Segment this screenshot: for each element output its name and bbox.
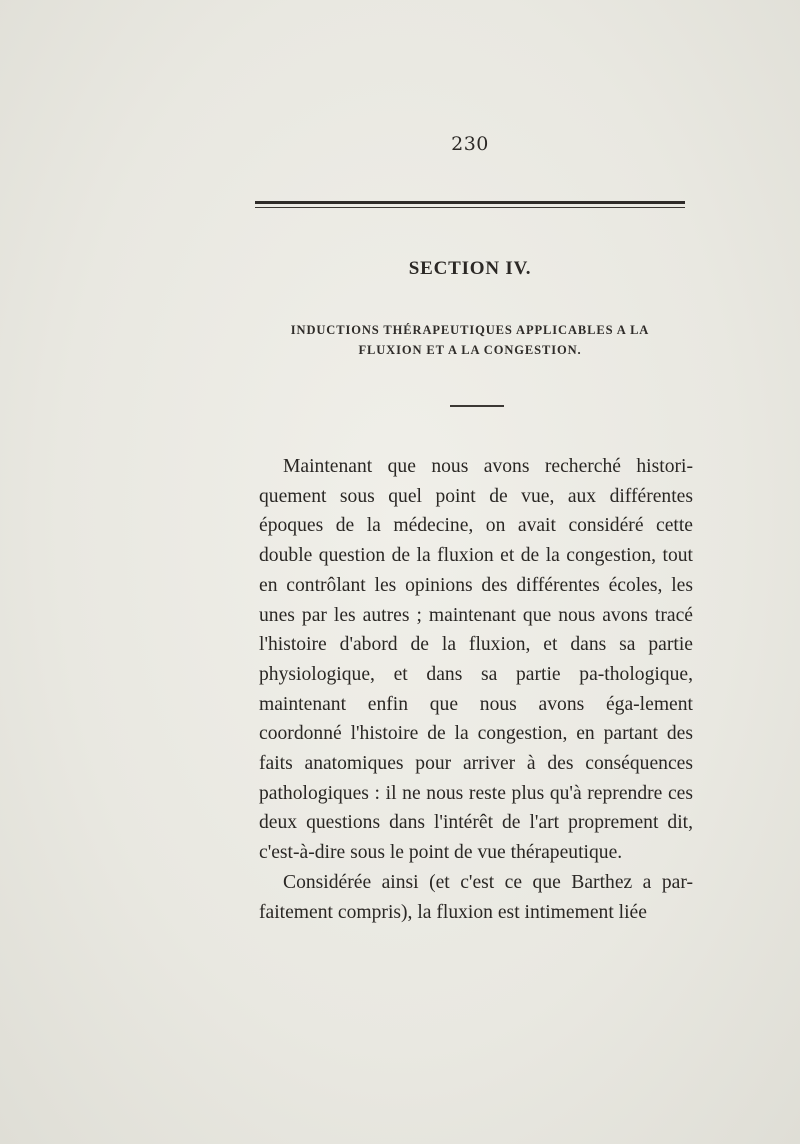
header-rule-thin <box>255 207 685 208</box>
section-title: SECTION IV. <box>408 258 532 279</box>
header-rule-thick <box>255 201 685 204</box>
section-subtitle <box>255 320 685 360</box>
paragraph-1: Maintenant que nous avons recherché histori-quement sous quel point de vue, aux différentes époques de la médecine, on avait considéré cette double question de la fluxion et de la congestion, tout en contrôlant les opinions des différentes écoles, les unes par les autres ; maintenant que nous avons tracé l'histoire d'abord de la fluxion, et dans sa partie physiologique, et dans sa partie pa-thologique, maintenant enfin que nous avons éga-lement coordonné l'histoire de la congestion, en partant des faits anatomiques pour arriver à des conséquences pathologiques : il ne nous reste plus qu'à reprendre ces deux questions dans l'intérêt de l'art proprement dit, c'est-à-dire sous le point de vue thérapeutique. <box>259 456 693 864</box>
header-double-rule <box>255 201 685 209</box>
paragraph-2: Considérée ainsi (et c'est ce que Barthez a par-faitement compris), la fluxion est intimement liée <box>259 871 693 923</box>
page-number: 230 <box>451 133 489 155</box>
section-divider <box>450 405 504 407</box>
section-subtitle-line-1: INDUCTIONS THÉRAPEUTIQUES APPLICABLES A LA <box>290 323 650 337</box>
body-text <box>259 452 693 927</box>
section-subtitle-line-2: FLUXION ET A LA CONGESTION. <box>358 343 582 357</box>
